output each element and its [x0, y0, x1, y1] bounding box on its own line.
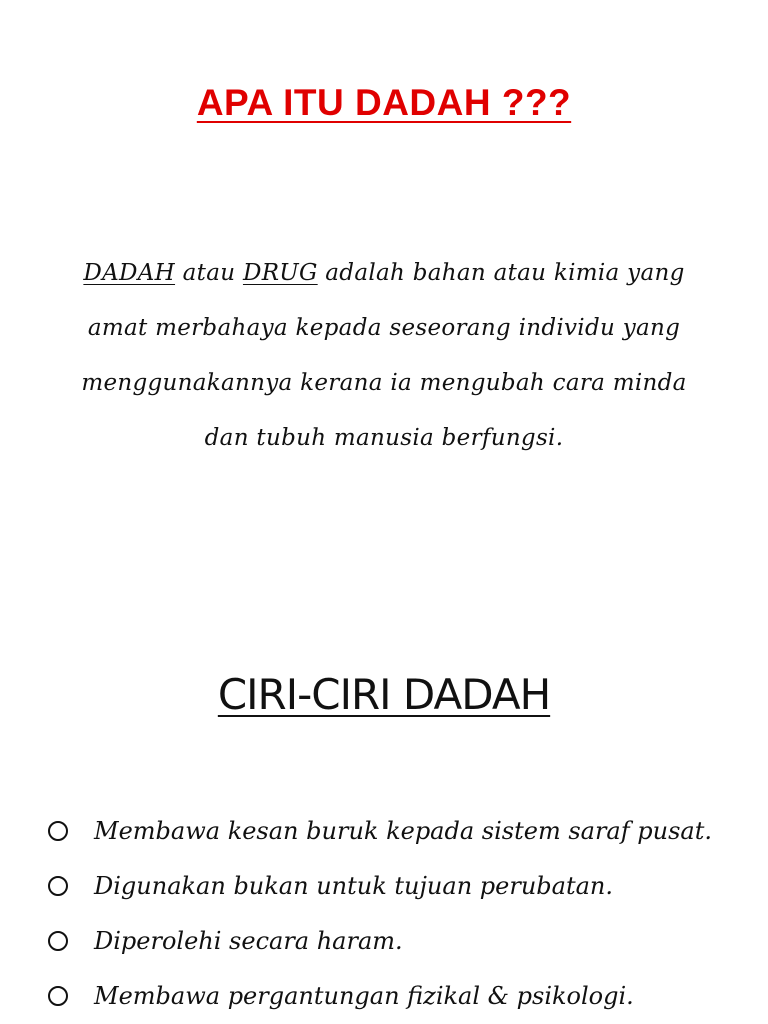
- list-item: [48, 913, 748, 968]
- list-item-text: Membawa kesan buruk kepada sistem saraf pusat.: [94, 816, 712, 845]
- hollow-circle-bullet-icon: [48, 931, 68, 951]
- features-list: [48, 803, 748, 1023]
- hollow-circle-bullet-icon: [48, 986, 68, 1006]
- hollow-circle-bullet-icon: [48, 821, 68, 841]
- list-item: [48, 803, 748, 858]
- definition-term-drug: DRUG: [242, 260, 318, 286]
- list-item-text: Membawa pergantungan fizikal & psikologi.: [94, 981, 634, 1010]
- section-heading-text: CIRI-CIRI DADAH: [217, 670, 551, 719]
- page-title: [0, 82, 768, 124]
- list-item-text: Diperolehi secara haram.: [94, 926, 403, 955]
- definition-paragraph: [60, 246, 708, 466]
- list-item: [48, 858, 748, 913]
- definition-connector: atau: [175, 260, 243, 286]
- definition-body: adalah bahan atau kimia yang amat merbahaya kepada seseorang individu yang menggunakannya kerana ia mengubah cara minda dan tubuh manusia berfungsi.: [81, 260, 687, 451]
- section-heading: [0, 670, 768, 719]
- list-item: [48, 968, 748, 1023]
- definition-term-dadah: DADAH: [83, 260, 176, 286]
- hollow-circle-bullet-icon: [48, 876, 68, 896]
- page-title-text: APA ITU DADAH ???: [196, 82, 572, 123]
- list-item-text: Digunakan bukan untuk tujuan perubatan.: [94, 871, 613, 900]
